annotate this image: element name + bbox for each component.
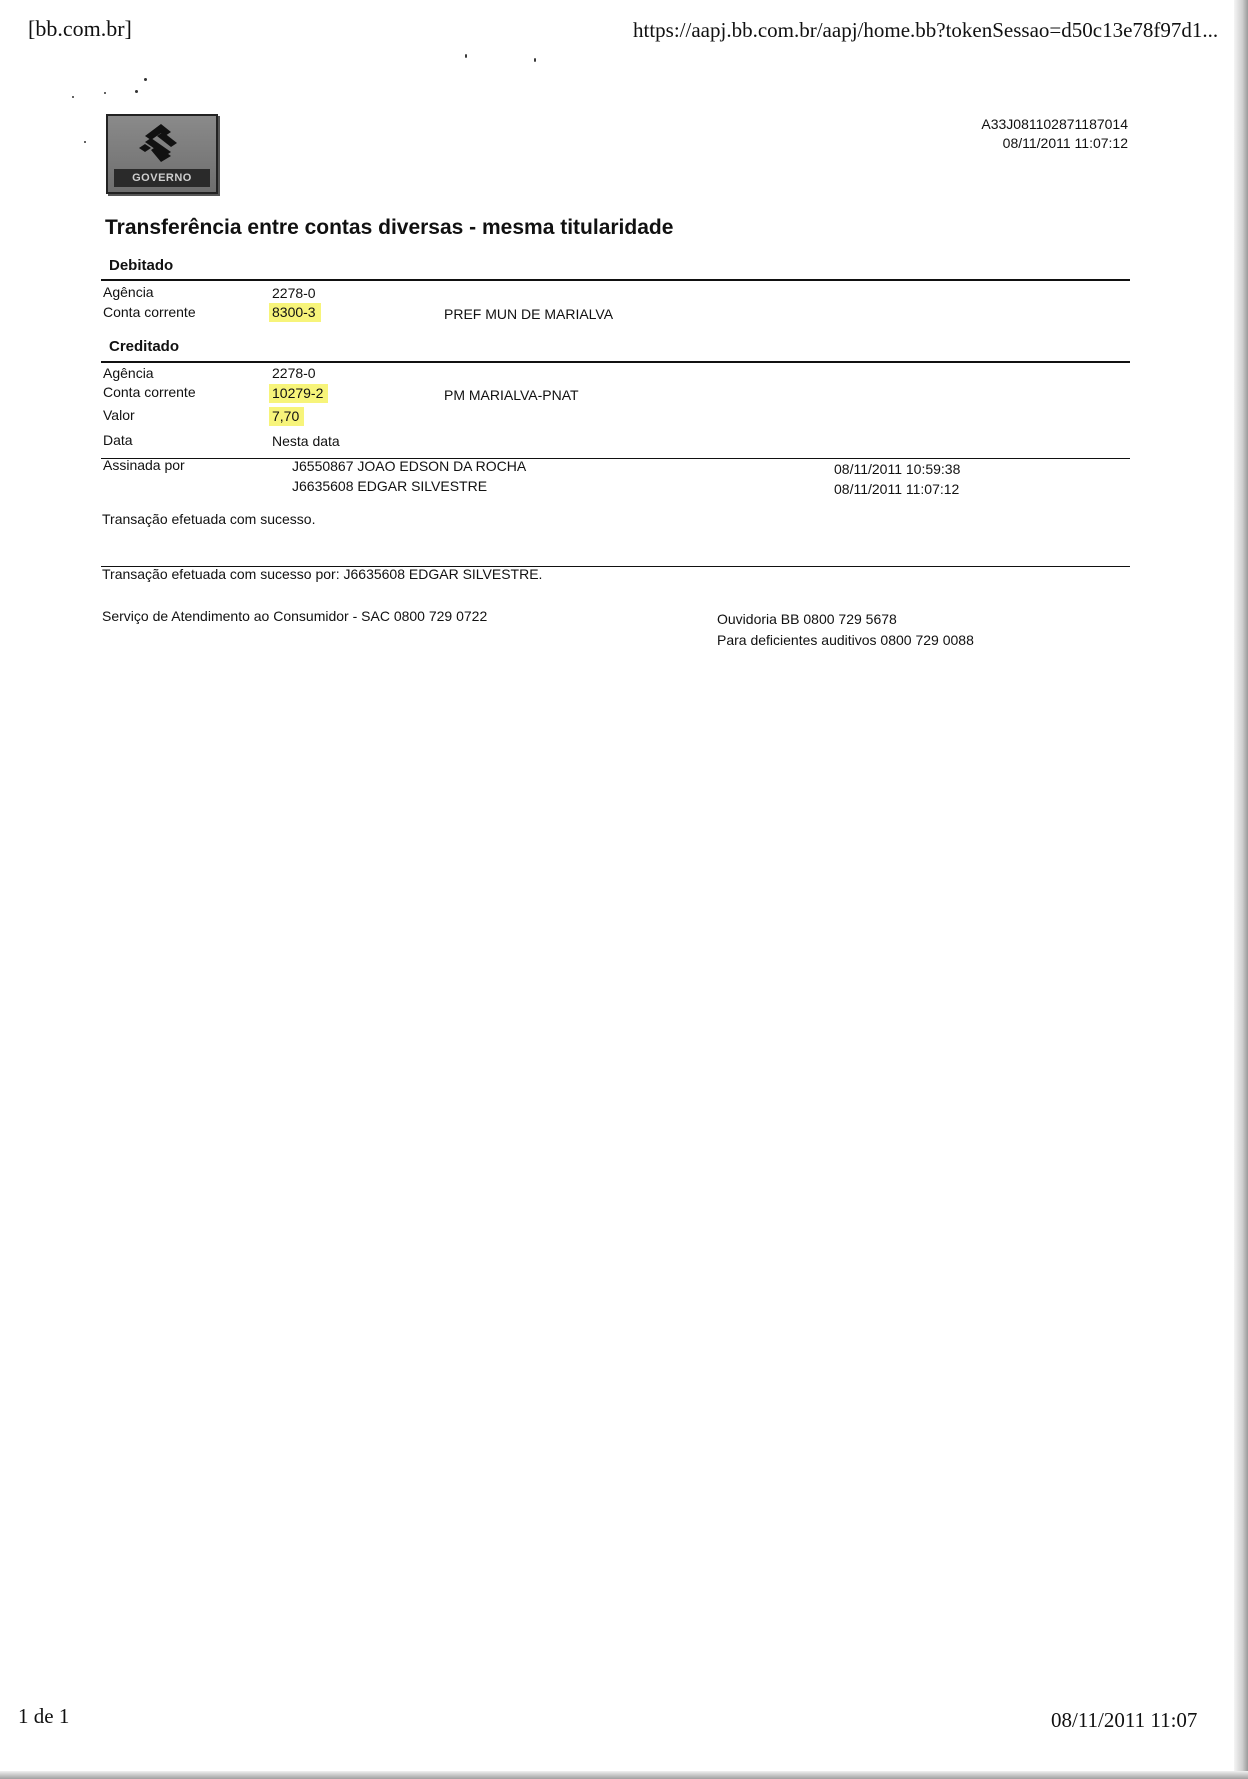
debitado-agencia-value: 2278-0 <box>272 285 316 301</box>
debitado-agencia-label: Agência <box>103 284 154 300</box>
page-edge-bottom <box>0 1771 1248 1779</box>
signer-2-datetime: 08/11/2011 11:07:12 <box>834 481 960 497</box>
page-edge-right <box>1234 0 1248 1779</box>
creditado-conta-value: 10279-2 <box>269 384 328 403</box>
page-title: Transferência entre contas diversas - mesma titularidade <box>105 216 674 239</box>
browser-header-url[interactable]: https://aapj.bb.com.br/aapj/home.bb?tokenSessao=d50c13e78f97d1... <box>633 18 1219 42</box>
signer-1: J6550867 JOAO EDSON DA ROCHA <box>292 458 527 474</box>
creditado-titular: PM MARIALVA-PNAT <box>444 387 579 403</box>
reference-datetime: 08/11/2011 11:07:12 <box>1002 135 1128 151</box>
sac-contact: Serviço de Atendimento ao Consumidor - SAC 0800 729 0722 <box>102 608 488 624</box>
debitado-rule <box>101 279 1130 281</box>
signer-1-datetime: 08/11/2011 10:59:38 <box>834 461 961 477</box>
creditado-heading: Creditado <box>109 338 180 355</box>
confirmation-message: Transação efetuada com sucesso por: J6635608 EDGAR SILVESTRE. <box>102 566 543 582</box>
logo-text: GOVERNO <box>114 169 210 187</box>
signer-2: J6635608 EDGAR SILVESTRE <box>292 478 488 494</box>
ouvidoria-contact: Ouvidoria BB 0800 729 5678 <box>717 611 897 627</box>
print-datetime: 08/11/2011 11:07 <box>1051 1708 1198 1732</box>
debitado-conta-label: Conta corrente <box>103 304 196 320</box>
debitado-conta-value: 8300-3 <box>269 303 321 322</box>
creditado-conta-label: Conta corrente <box>103 384 196 400</box>
status-message: Transação efetuada com sucesso. <box>102 511 316 527</box>
page-number: 1 de 1 <box>18 1704 70 1728</box>
reference-block <box>900 115 1128 153</box>
valor-label: Valor <box>103 407 135 423</box>
creditado-rule <box>101 361 1130 363</box>
data-label: Data <box>103 432 133 448</box>
deficientes-contact: Para deficientes auditivos 0800 729 0088 <box>717 632 974 648</box>
bank-logo <box>106 114 218 194</box>
debitado-titular: PREF MUN DE MARIALVA <box>444 306 614 322</box>
signatures-rule <box>101 458 1130 459</box>
debitado-heading: Debitado <box>109 257 174 274</box>
valor-value: 7,70 <box>269 407 304 426</box>
browser-header-site: [bb.com.br] <box>28 16 132 41</box>
creditado-agencia-value: 2278-0 <box>272 365 316 381</box>
banco-do-brasil-icon <box>137 122 185 164</box>
reference-code: A33J081102871187014 <box>981 116 1128 132</box>
assinada-por-label: Assinada por <box>103 457 185 473</box>
creditado-agencia-label: Agência <box>103 365 154 381</box>
data-value: Nesta data <box>272 433 340 449</box>
